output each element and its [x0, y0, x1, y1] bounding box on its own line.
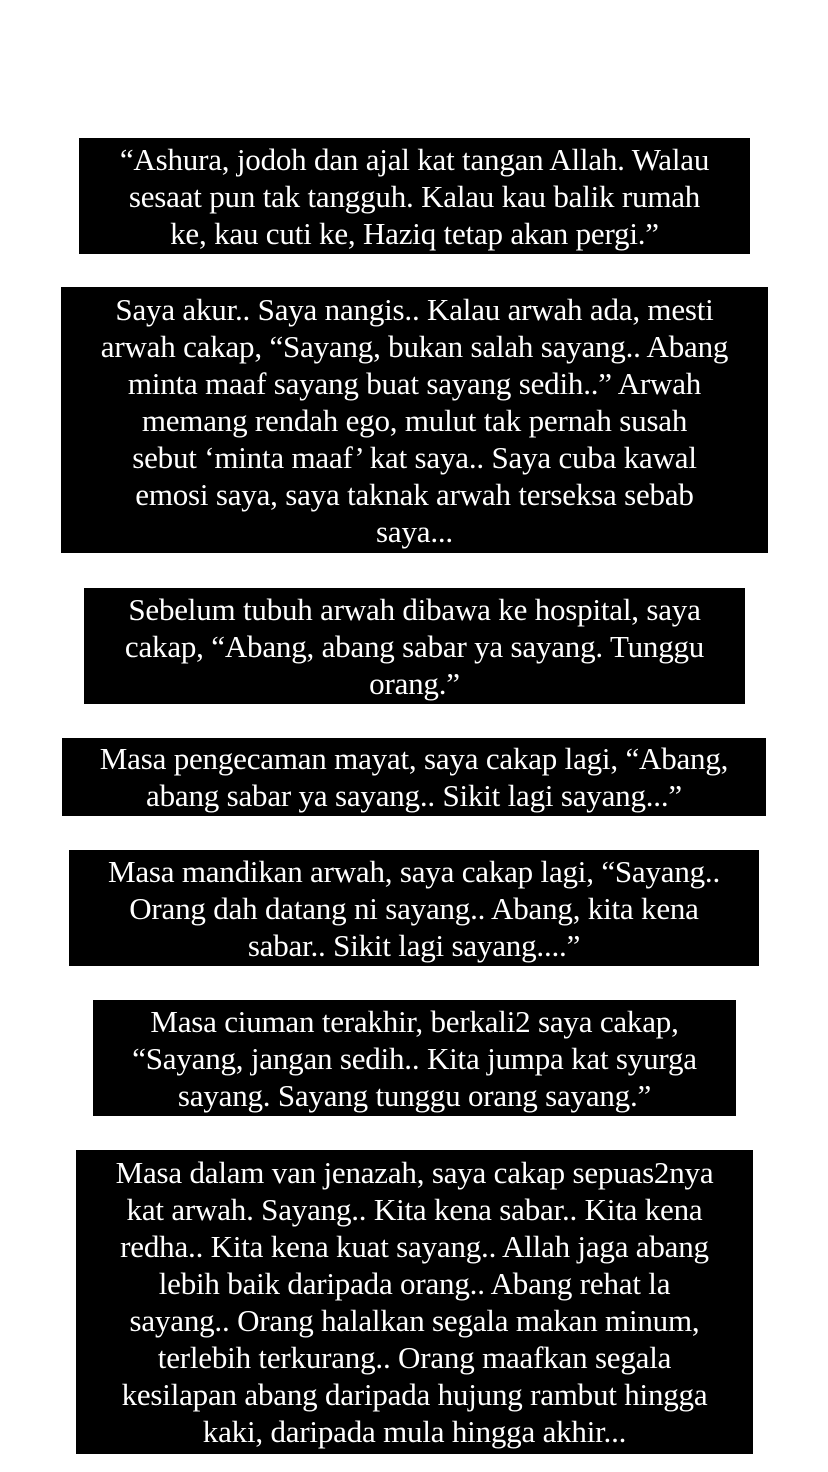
- caption-line: sebut ‘minta maaf’ kat saya.. Saya cuba kawal: [132, 439, 697, 475]
- caption-line: minta maaf sayang buat sayang sedih..” Arwah: [127, 365, 702, 401]
- story-caption-1: [79, 138, 750, 254]
- caption-line: sesaat pun tak tangguh. Kalau kau balik rumah: [128, 178, 701, 214]
- caption-line: memang rendah ego, mulut tak pernah susah: [141, 402, 688, 438]
- caption-line: ke, kau cuti ke, Haziq tetap akan pergi.”: [170, 215, 659, 251]
- caption-line: “Ashura, jodoh dan ajal kat tangan Allah. Walau: [119, 141, 710, 177]
- caption-line: “Sayang, jangan sedih.. Kita jumpa kat syurga: [132, 1040, 697, 1076]
- caption-line: Masa mandikan arwah, saya cakap lagi, “Sayang..: [107, 853, 721, 889]
- caption-line: emosi saya, saya taknak arwah terseksa sebab: [135, 476, 694, 512]
- caption-line: Masa pengecaman mayat, saya cakap lagi, “Abang,: [99, 741, 729, 776]
- caption-line: Orang dah datang ni sayang.. Abang, kita kena: [129, 890, 699, 926]
- caption-line: lebih baik daripada orang.. Abang rehat la: [158, 1266, 671, 1301]
- caption-line: cakap, “Abang, abang sabar ya sayang. Tunggu: [124, 628, 705, 664]
- caption-line: Masa dalam van jenazah, saya cakap sepuas2nya: [115, 1155, 714, 1190]
- caption-line: kat arwah. Sayang.. Kita kena sabar.. Kita kena: [126, 1192, 703, 1227]
- caption-line: kesilapan abang daripada hujung rambut hingga: [121, 1377, 708, 1412]
- caption-line: kaki, daripada mula hingga akhir...: [202, 1414, 627, 1449]
- caption-line: sayang.. Orang halalkan segala makan minum,: [129, 1303, 700, 1338]
- caption-line: arwah cakap, “Sayang, bukan salah sayang.. Abang: [100, 328, 729, 364]
- caption-line: saya...: [376, 513, 453, 549]
- story-caption-3: [84, 588, 745, 704]
- caption-line: sabar.. Sikit lagi sayang....”: [247, 927, 581, 963]
- caption-line: redha.. Kita kena kuat sayang.. Allah jaga abang: [120, 1229, 709, 1264]
- caption-line: Masa ciuman terakhir, berkali2 saya cakap,: [150, 1003, 679, 1039]
- caption-line: sayang. Sayang tunggu orang sayang.”: [177, 1077, 652, 1113]
- caption-line: Saya akur.. Saya nangis.. Kalau arwah ada, mesti: [115, 291, 714, 327]
- story-caption-5: [69, 850, 759, 966]
- story-caption-4: [62, 738, 766, 816]
- story-caption-6: [93, 1000, 736, 1116]
- caption-line: abang sabar ya sayang.. Sikit lagi sayang...”: [146, 778, 682, 813]
- story-caption-2: [61, 287, 768, 553]
- story-caption-7: [76, 1150, 753, 1454]
- caption-line: terlebih terkurang.. Orang maafkan segala: [157, 1340, 672, 1375]
- caption-line: orang.”: [369, 665, 460, 701]
- caption-line: Sebelum tubuh arwah dibawa ke hospital, saya: [128, 591, 701, 627]
